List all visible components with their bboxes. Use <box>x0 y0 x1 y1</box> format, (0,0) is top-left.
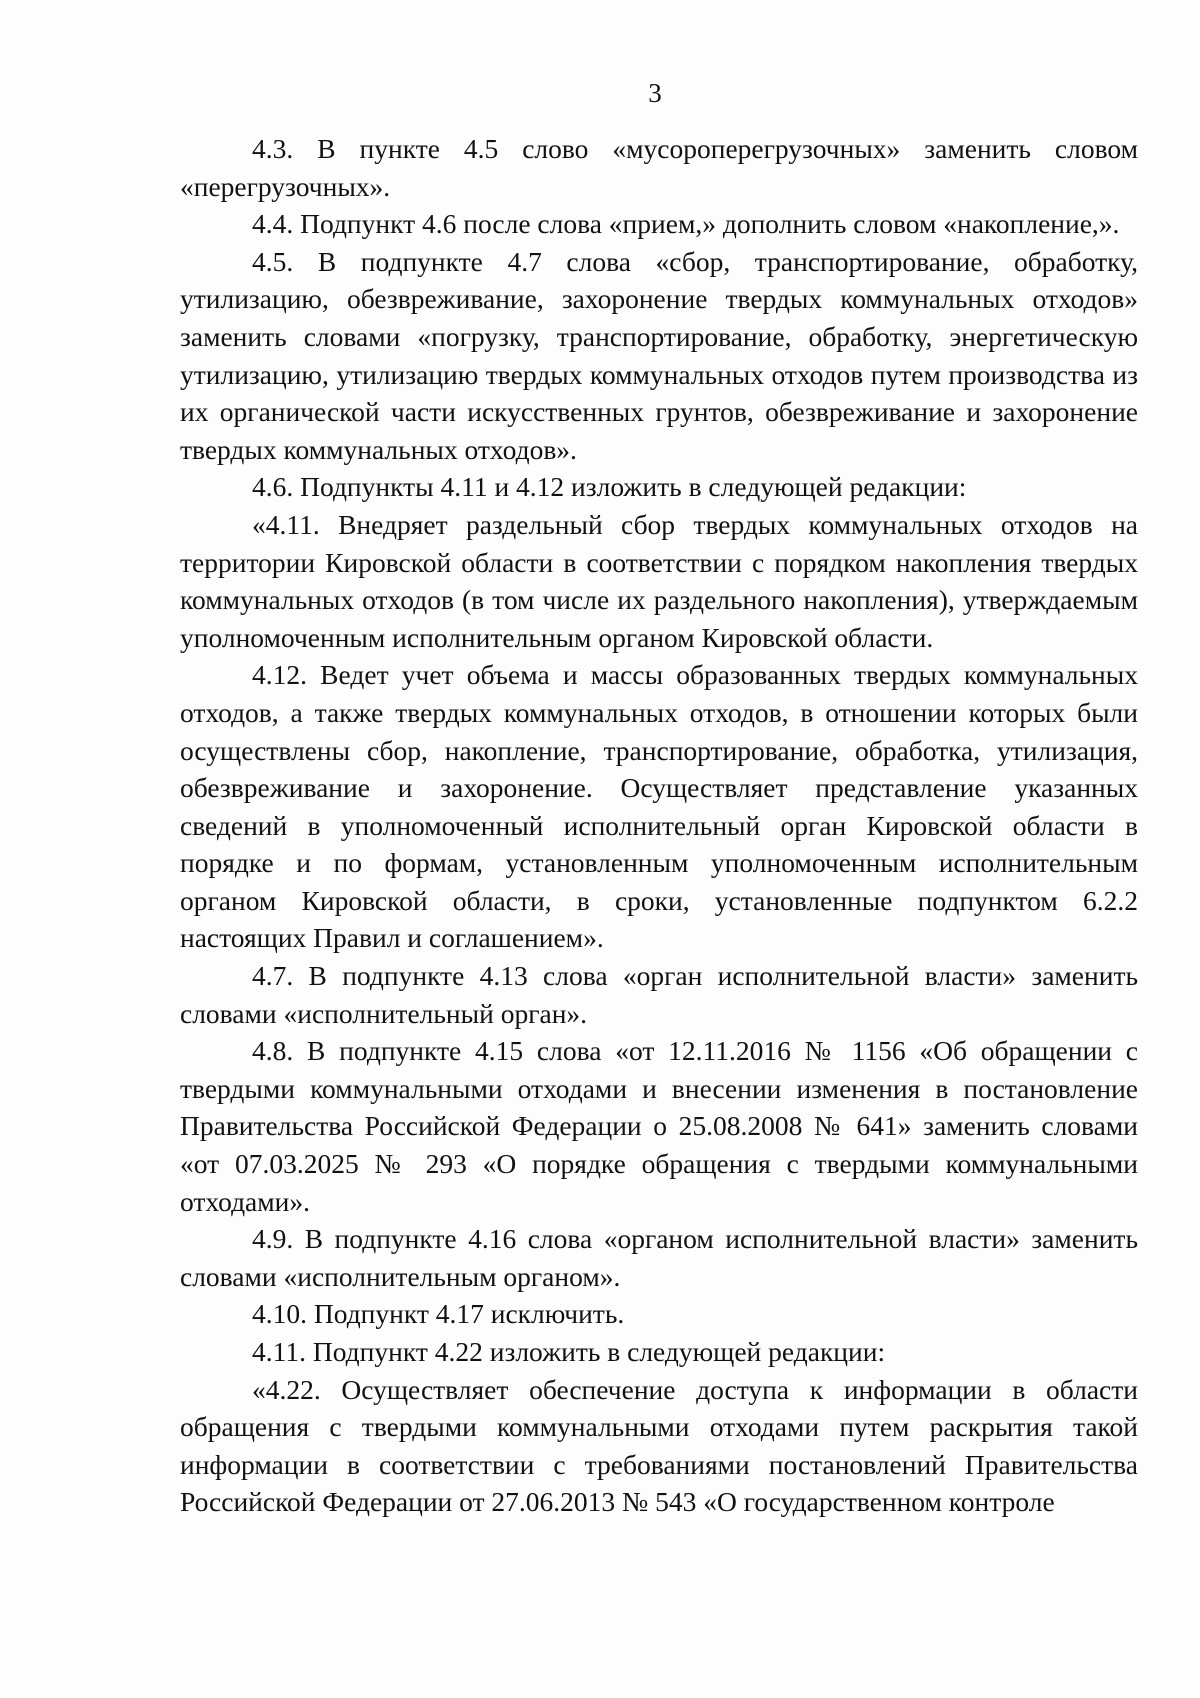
paragraph-4-5: 4.5. В подпункте 4.7 слова «сбор, транспортирование, обработку, утилизацию, обезвреживание, захоронение твердых коммунальных отходов» заменить словами «погрузку, транспортирование, обработку, энергетическую утилизацию, утилизацию твердых коммунальных отходов путем производства из их органической части искусственных грунтов, обезвреживание и захоронение твердых коммунальных отходов». <box>180 245 1138 465</box>
paragraph-4-9: 4.9. В подпункте 4.16 слова «органом исполнительной власти» заменить словами «исполнительным органом». <box>180 1223 1138 1292</box>
paragraph-4-10: 4.10. Подпункт 4.17 исключить. <box>252 1298 625 1330</box>
paragraph-4-11: 4.11. Подпункт 4.22 изложить в следующей редакции: <box>252 1336 886 1367</box>
paragraph-4-3: 4.3. В пункте 4.5 слово «мусороперегрузочных» заменить словом «перегрузочных». <box>180 133 1138 202</box>
paragraph-4-4: 4.4. Подпункт 4.6 после слова «прием,» дополнить словом «накопление,». <box>252 208 1120 240</box>
paragraph-4-8: 4.8. В подпункте 4.15 слова «от 12.11.2016 № 1156 «Об обращении с твердыми коммунальными отходами и внесении изменения в постановление Правительства Российской Федерации о 25.08.2008 № 641» заменить словами «от 07.03.2025 № 293 «О порядке обращения с твердыми коммунальными отходами». <box>180 1035 1138 1217</box>
quoted-paragraph-4-11: «4.11. Внедряет раздельный сбор твердых коммунальных отходов на территории Кировской области в соответствии с порядком накопления твердых коммунальных отходов (в том числе их раздельного накопления), утверждаемым уполномоченным исполнительным органом Кировской области. <box>180 508 1138 653</box>
quoted-paragraph-4-12: 4.12. Ведет учет объема и массы образованных твердых коммунальных отходов, а также твердых коммунальных отходов, в отношении которых были осуществлены сбор, накопление, транспортирование, обработка, утилизация, обезвреживание и захоронение. Осуществляет представление указанных сведений в уполномоченный исполнительный орган Кировской области в порядке и по формам, установленным уполномоченным исполнительным органом Кировской области, в сроки, установленные подпунктом 6.2.2 настоящих Правил и соглашением». <box>180 659 1138 954</box>
paragraph-4-7: 4.7. В подпункте 4.13 слова «орган исполнительной власти» заменить словами «исполнительный орган». <box>180 960 1138 1029</box>
quoted-paragraph-4-22: «4.22. Осуществляет обеспечение доступа к информации в области обращения с твердыми коммунальными отходами путем раскрытия такой информации в соответствии с требованиями постановлений Правительства Российской Федерации от 27.06.2013 № 543 «О государственном контроле <box>180 1373 1138 1518</box>
page-number: 3 <box>648 78 662 108</box>
document-body <box>180 130 1138 1521</box>
paragraph-4-6: 4.6. Подпункты 4.11 и 4.12 изложить в следующей редакции: <box>252 471 967 503</box>
